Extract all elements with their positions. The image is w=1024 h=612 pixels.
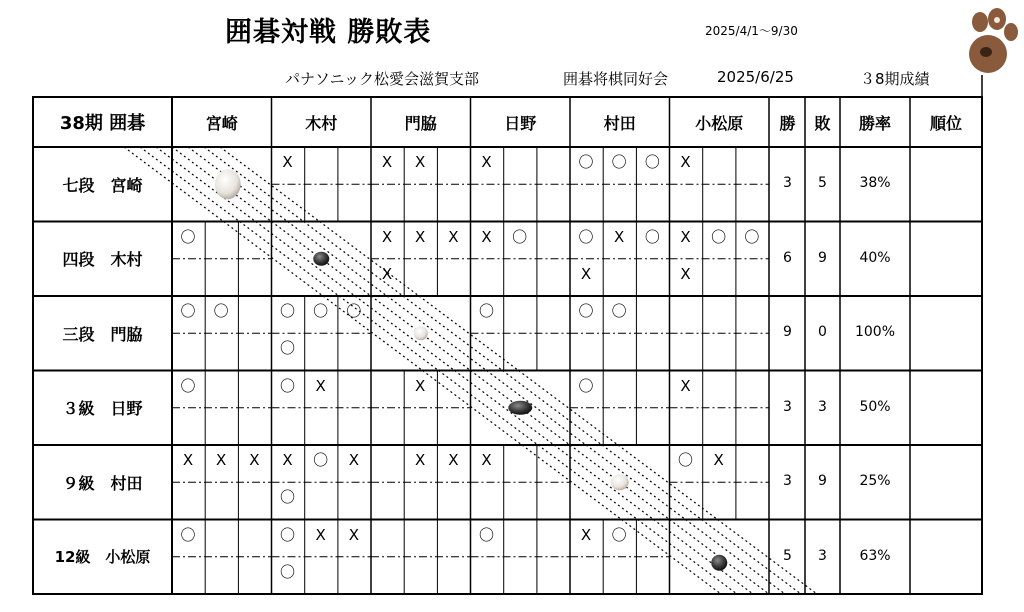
row-header-4: ９級 村田 <box>62 473 143 493</box>
stat-rate: 25% <box>859 473 891 490</box>
win-mark: 〇 <box>611 153 627 171</box>
win-mark: 〇 <box>578 376 594 395</box>
win-mark: 〇 <box>578 302 594 320</box>
white-stone <box>215 169 241 199</box>
win-mark: 〇 <box>578 227 594 246</box>
stat-wins: 9 <box>783 324 792 341</box>
col-header-0: 宮崎 <box>205 113 238 133</box>
stat-losses: 3 <box>818 547 827 564</box>
win-mark: 〇 <box>180 525 196 544</box>
col-header-2: 門脇 <box>404 113 437 133</box>
loss-mark: X <box>415 451 426 469</box>
loss-mark: X <box>680 376 691 395</box>
win-mark: 〇 <box>512 227 528 246</box>
loss-mark: X <box>381 153 393 171</box>
loss-mark: X <box>315 376 326 395</box>
row-header-2: 三段 門脇 <box>62 324 143 344</box>
win-mark: 〇 <box>180 227 196 246</box>
win-mark: 〇 <box>677 451 693 469</box>
stat-wins: 3 <box>783 398 792 415</box>
stat-losses: 5 <box>818 175 827 192</box>
row-header-5: 12級 小松原 <box>54 548 151 567</box>
corner-label: 38期 囲碁 <box>59 113 146 134</box>
win-mark: 〇 <box>279 525 295 544</box>
win-mark: 〇 <box>279 376 295 395</box>
loss-mark: X <box>216 451 227 469</box>
stat-header-3: 順位 <box>929 113 962 133</box>
loss-mark: X <box>381 264 393 283</box>
page-title: 囲碁対戦 勝敗表 <box>225 17 432 48</box>
black-stone <box>313 252 329 266</box>
stat-wins: 5 <box>783 547 792 564</box>
win-mark: 〇 <box>279 339 295 357</box>
loss-mark: X <box>182 451 194 469</box>
loss-mark: X <box>249 451 260 469</box>
stat-wins: 6 <box>783 249 792 266</box>
black-stone <box>508 401 532 415</box>
loss-mark: X <box>680 264 691 283</box>
stat-losses: 0 <box>818 324 827 341</box>
stat-rate: 100% <box>854 324 896 341</box>
win-mark: 〇 <box>180 376 196 395</box>
loss-mark: X <box>580 264 592 283</box>
loss-mark: X <box>415 376 426 395</box>
win-mark: 〇 <box>611 525 627 544</box>
win-mark: 〇 <box>478 525 494 544</box>
club-name: 囲碁将棋同好会 <box>563 70 669 88</box>
col-header-3: 日野 <box>504 113 537 133</box>
organization-name: パナソニック松愛会滋賀支部 <box>285 70 479 88</box>
row-header-3: ３級 日野 <box>62 399 143 419</box>
stat-losses: 9 <box>818 249 827 266</box>
loss-mark: X <box>381 227 393 246</box>
loss-mark: X <box>481 227 492 246</box>
loss-mark: X <box>415 153 426 171</box>
win-mark: 〇 <box>279 302 295 320</box>
loss-mark: X <box>315 525 326 544</box>
stat-rate: 63% <box>859 547 891 564</box>
loss-mark: X <box>481 451 492 469</box>
win-mark: 〇 <box>578 153 594 171</box>
white-stone <box>611 474 629 490</box>
win-mark: 〇 <box>744 227 760 246</box>
loss-mark: X <box>481 153 492 171</box>
stat-rate: 40% <box>859 249 891 266</box>
stat-header-2: 勝率 <box>858 113 891 133</box>
row-header-1: 四段 木村 <box>62 250 143 270</box>
win-mark: 〇 <box>279 562 295 581</box>
stat-wins: 3 <box>783 175 792 192</box>
loss-mark: X <box>282 451 293 469</box>
loss-mark: X <box>448 227 459 246</box>
result-label: ３8期成績 <box>860 70 930 88</box>
loss-mark: X <box>282 153 293 171</box>
loss-mark: X <box>448 451 459 469</box>
stat-losses: 9 <box>818 473 827 490</box>
col-header-5: 小松原 <box>695 113 744 133</box>
win-mark: 〇 <box>313 451 329 469</box>
loss-mark: X <box>348 525 360 544</box>
win-mark: 〇 <box>644 227 660 246</box>
win-mark: 〇 <box>346 302 362 320</box>
loss-mark: X <box>713 451 724 469</box>
stat-losses: 3 <box>818 398 827 415</box>
black-stone <box>711 555 727 571</box>
stat-rate: 50% <box>859 398 891 415</box>
win-mark: 〇 <box>644 153 660 171</box>
loss-mark: X <box>348 451 360 469</box>
loss-mark: X <box>614 227 625 246</box>
stat-rate: 38% <box>859 175 891 192</box>
col-header-1: 木村 <box>305 113 338 133</box>
win-mark: 〇 <box>478 302 494 320</box>
stat-header-1: 敗 <box>814 113 831 133</box>
win-mark: 〇 <box>180 302 196 320</box>
loss-mark: X <box>680 227 691 246</box>
win-mark: 〇 <box>213 302 229 320</box>
win-mark: 〇 <box>279 488 295 506</box>
win-mark: 〇 <box>711 227 727 246</box>
stat-header-0: 勝 <box>779 113 796 133</box>
col-header-4: 村田 <box>603 113 636 133</box>
win-mark: 〇 <box>611 302 627 320</box>
white-stone <box>414 326 428 340</box>
period-text: 2025/4/1～9/30 <box>705 24 798 38</box>
loss-mark: X <box>680 153 691 171</box>
loss-mark: X <box>580 525 592 544</box>
stat-wins: 3 <box>783 473 792 490</box>
row-header-0: 七段 宮崎 <box>62 175 143 195</box>
report-date: 2025/6/25 <box>717 68 794 86</box>
loss-mark: X <box>415 227 426 246</box>
win-mark: 〇 <box>313 302 329 320</box>
